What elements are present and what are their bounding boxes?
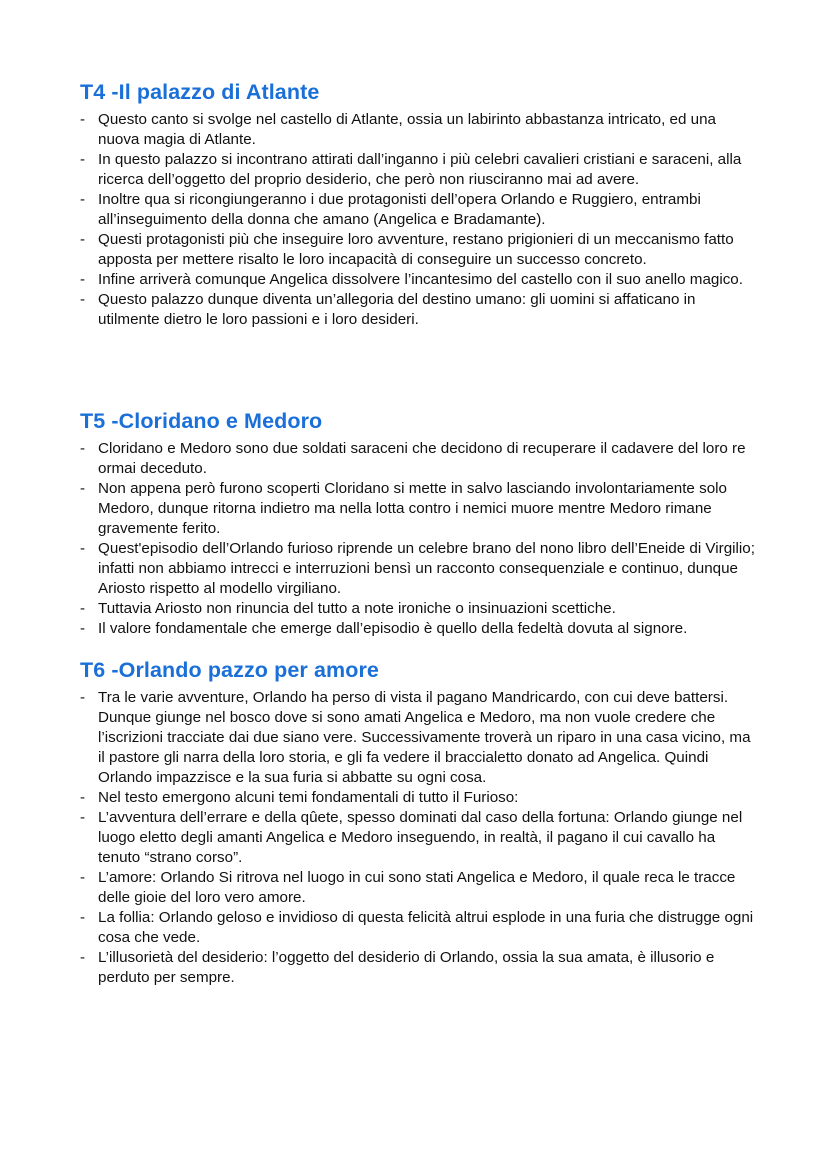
dash-bullet-icon: - [80,620,86,637]
list-item-text: In questo palazzo si incontrano attirati dall’inganno i più celebri cavalieri cristiani e saraceni, alla ricerca dell’oggetto del proprio desiderio, che però non riusciranno mai ad avere. [98,151,742,188]
list-item [80,270,760,290]
dash-bullet-icon: - [80,480,86,497]
bullet-list [80,439,760,639]
dash-bullet-icon: - [80,191,86,208]
section-t5 [80,407,760,639]
dash-bullet-icon: - [80,809,86,826]
dash-bullet-icon: - [80,949,86,966]
list-item [80,539,760,599]
list-item-text: La follia: Orlando geloso e invidioso di questa felicità altrui esplode in una furia che distrugge ogni cosa che vede. [98,909,754,946]
list-item-text: Non appena però furono scoperti Cloridano si mette in salvo lasciando involontariamente solo Medoro, dunque ritorna indietro ma nella lotta contro i nemici muore mentre Medoro rimane gravemente ferito. [98,480,727,537]
dash-bullet-icon: - [80,600,86,617]
list-item-text: Quest'episodio dell’Orlando furioso riprende un celebre brano del nono libro dell’Eneide di Virgilio; infatti non abbiamo intrecci e interruzioni bensì un racconto consequenziale e continuo, dunque Ariosto rispetto al modello virgiliano. [98,540,755,597]
list-item-text: Questo palazzo dunque diventa un’allegoria del destino umano: gli uomini si affaticano in utilmente dietro le loro passioni e i loro desideri. [98,291,696,328]
dash-bullet-icon: - [80,540,86,557]
list-item-text: Questo canto si svolge nel castello di Atlante, ossia un labirinto abbastanza intricato, ed una nuova magia di Atlante. [98,111,717,148]
dash-bullet-icon: - [80,789,86,806]
list-item [80,688,760,788]
list-item [80,908,760,948]
list-item [80,150,760,190]
list-item [80,290,760,330]
list-item [80,230,760,270]
dash-bullet-icon: - [80,291,86,308]
dash-bullet-icon: - [80,231,86,248]
dash-bullet-icon: - [80,869,86,886]
list-item-text: L’avventura dell’errare e della qûete, spesso dominati dal caso della fortuna: Orlando giunge nel luogo eletto degli amanti Angelica e Medoro inseguendo, in realtà, il pagano il cui cavallo ha tenuto “strano corso”. [98,809,743,866]
list-item-text: Nel testo emergono alcuni temi fondamentali di tutto il Furioso: [98,789,519,806]
section-title: T6 -Orlando pazzo per amore [80,658,379,682]
dash-bullet-icon: - [80,111,86,128]
list-item-text: L’amore: Orlando Si ritrova nel luogo in cui sono stati Angelica e Medoro, il quale reca le tracce delle gioie del loro vero amore. [98,869,736,906]
section-t4 [80,78,760,330]
list-item-text: Questi protagonisti più che inseguire loro avventure, restano prigionieri di un meccanismo fatto apposta per mettere risalto le loro incapacità di conseguire un successo concreto. [98,231,734,268]
section-t6 [80,656,760,988]
section-title: T5 -Cloridano e Medoro [80,409,323,433]
list-item [80,868,760,908]
list-item [80,808,760,868]
list-item-text: Infine arriverà comunque Angelica dissolvere l’incantesimo del castello con il suo anello magico. [98,271,743,288]
section-title: T4 -Il palazzo di Atlante [80,80,320,104]
list-item-text: Cloridano e Medoro sono due soldati saraceni che decidono di recuperare il cadavere del loro re ormai deceduto. [98,440,746,477]
list-item [80,110,760,150]
bullet-list [80,688,760,988]
list-item-text: Inoltre qua si ricongiungeranno i due protagonisti dell’opera Orlando e Ruggiero, entrambi all’inseguimento della donna che amano (Angelica e Bradamante). [98,191,701,228]
list-item-text: Tra le varie avventure, Orlando ha perso di vista il pagano Mandricardo, con cui deve battersi. Dunque giunge nel bosco dove si sono amati Angelica e Medoro, ma non vuole credere che l’iscrizioni tracciate dai due siano vere. Successivamente troverà un riparo in una casa vicino, ma il pastore gli narra della loro storia, e gli fa vedere il braccialetto donato ad Angelica. Quindi Orlando impazzisce e la sua furia si abbatte su ogni cosa. [98,689,751,786]
list-item [80,599,760,619]
bullet-list [80,110,760,330]
list-item-text: Il valore fondamentale che emerge dall’episodio è quello della fedeltà dovuta al signore. [98,620,688,637]
list-item-text: Tuttavia Ariosto non rinuncia del tutto a note ironiche o insinuazioni scettiche. [98,600,616,617]
dash-bullet-icon: - [80,271,86,288]
dash-bullet-icon: - [80,909,86,926]
dash-bullet-icon: - [80,440,86,457]
dash-bullet-icon: - [80,689,86,706]
list-item [80,788,760,808]
list-item [80,190,760,230]
list-item [80,439,760,479]
list-item [80,479,760,539]
list-item-text: L’illusorietà del desiderio: l’oggetto del desiderio di Orlando, ossia la sua amata, è illusorio e perduto per sempre. [98,949,715,986]
list-item [80,948,760,988]
dash-bullet-icon: - [80,151,86,168]
list-item [80,619,760,639]
